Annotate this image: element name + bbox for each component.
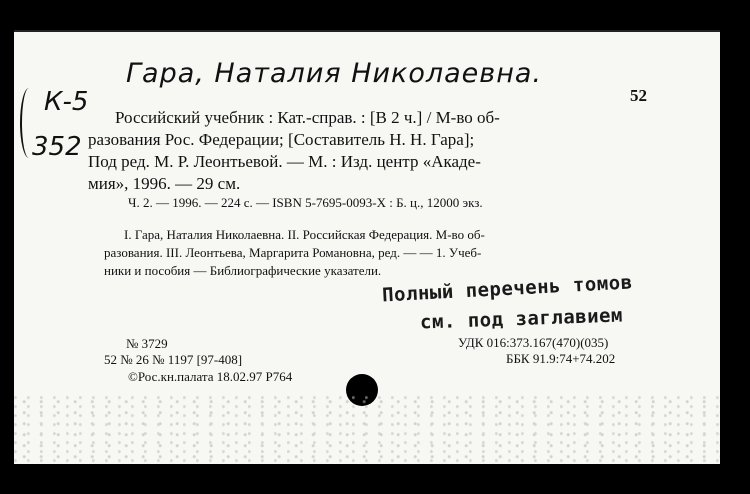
subjects-line-2: разования. III. Леонтьева, Маргарита Романовна, ред. — — 1. Учеб-: [104, 245, 482, 260]
footer-register: 52 № 26 № 1197 [97-408]: [104, 352, 243, 367]
stamp-line-2: см. под заглавием: [419, 304, 624, 334]
volume-line: Ч. 2. — 1996. — 224 с. — ISBN 5-7695-0093-X : Б. ц., 12000 экз.: [128, 195, 483, 210]
handwritten-author: Гара, Наталия Николаевна.: [126, 58, 542, 89]
subjects-line-3: ники и пособия — Библиографические указатели.: [104, 263, 382, 278]
udc-code: УДК 016:373.167(470)(035): [458, 335, 609, 350]
catalog-card: [14, 30, 720, 464]
call-number-bottom: 352: [32, 132, 82, 162]
page-number: 52: [630, 86, 647, 105]
call-number-top: К-5: [44, 87, 89, 117]
punch-hole: [346, 374, 378, 406]
footer-copyright: ©Рос.кн.палата 18.02.97 P764: [128, 369, 293, 384]
main-line-1: Российский учебник : Кат.-справ. : [В 2 ч.] / М-во об-: [115, 108, 500, 127]
main-line-4: мия», 1996. — 29 см.: [88, 174, 241, 193]
main-line-3: Под ред. М. Р. Леонтьевой. — М. : Изд. центр «Акаде-: [88, 152, 481, 171]
bbk-code: ББК 91.9:74+74.202: [506, 351, 616, 366]
footer-number: № 3729: [126, 336, 168, 351]
main-line-2: разования Рос. Федерации; [Составитель Н. Н. Гара];: [88, 130, 475, 149]
bracket-mark: [20, 88, 38, 158]
subjects-line-1: I. Гара, Наталия Николаевна. II. Российская Федерация. М-во об-: [124, 227, 485, 242]
stamp-line-1: Полный перечень томов: [381, 271, 634, 307]
